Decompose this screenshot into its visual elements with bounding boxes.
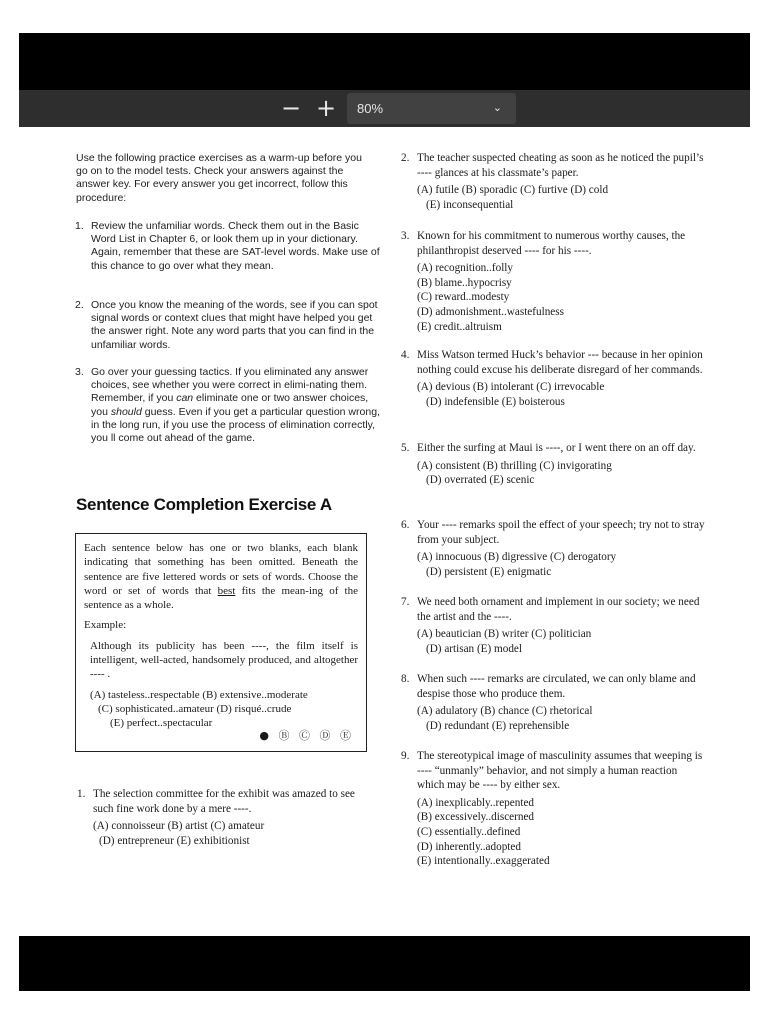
question-text: The teacher suspected cheating as soon as he noticed the pupil’s ---- glances at his classmate’s paper. — [417, 152, 704, 179]
answer-choices: (D) inherently..adopted — [417, 840, 521, 853]
answer-choices: (A) adulatory (B) chance (C) rhetorical — [417, 705, 593, 718]
answer-choices: (E) inconsequential — [426, 198, 514, 211]
question-3 — [401, 229, 707, 334]
answer-choices: (C) essentially..defined — [417, 825, 521, 838]
step-text: Go over your guessing tactics. If you eliminated any answer choices, see whether you were correct in elimi-nating them. Remember, if you — [91, 366, 369, 405]
procedure-step — [75, 220, 384, 273]
step-text: Review the unfamiliar words. Check them out in the Basic Word List in Chapter 6, or look them up in your dictionary. Again, remember that these are SAT-level words. Make use of this chance to go over what they mean. — [91, 220, 380, 272]
answer-choices: (A) recognition..folly — [417, 262, 514, 275]
procedure-step — [75, 366, 384, 445]
example-choices: (C) sophisticated..amateur (D) risqué..crude — [98, 702, 292, 715]
viewer-bottom-bar — [19, 936, 750, 991]
question-6 — [401, 518, 707, 579]
example-choices: (A) tasteless..respectable (B) extensive..moderate — [90, 688, 308, 701]
zoom-value: 80% — [357, 101, 384, 116]
zoom-out-button[interactable]: − — [280, 94, 302, 122]
question-8 — [401, 672, 707, 733]
directions-text: Each sentence below has one or two blanks, each blank indicating that something has been omitted. Beneath the sentence are five lettered words or sets of words. Choose the word or set of words that best fits the mean-ing of the sentence as a whole. — [84, 542, 358, 612]
question-text: We need both ornament and implement in our society; we need the artist and the ----. — [417, 596, 700, 623]
question-4 — [401, 348, 707, 409]
example-choices: (E) perfect..spectacular — [110, 717, 213, 730]
step-emphasis: should — [110, 405, 142, 418]
intro-paragraph: Use the following practice exercises as a warm-up before you go on to the model tests. Check your answers against the answer key. For every answer you get incorrect, follow this procedure: — [76, 152, 362, 204]
step-emphasis: can — [176, 392, 194, 405]
question-text: When such ---- remarks are circulated, we can only blame and despise those who produce them. — [417, 673, 696, 700]
example-label: Example: — [84, 619, 127, 632]
answer-choices: (A) connoisseur (B) artist (C) amateur — [93, 820, 265, 833]
question-number: 6. — [401, 519, 410, 531]
question-1 — [77, 787, 375, 848]
answer-choices: (D) admonishment..wastefulness — [417, 305, 564, 318]
step-text: eliminate one or two answer choices, you — [91, 392, 369, 418]
section-heading: Sentence Completion Exercise A — [76, 495, 332, 514]
directions-box — [75, 533, 367, 752]
answer-choices: (D) artisan (E) model — [426, 642, 522, 655]
answer-choices: (D) indefensible (E) boisterous — [426, 395, 565, 408]
answer-choices: (A) beautician (B) writer (C) politician — [417, 628, 592, 641]
answer-choices: (A) inexplicably..repented — [417, 796, 535, 809]
question-number: 4. — [401, 349, 410, 361]
question-number: 5. — [401, 442, 410, 454]
zoom-select[interactable] — [347, 93, 516, 124]
question-text: Your ---- remarks spoil the effect of your speech; try not to stray from your subject. — [417, 519, 705, 546]
answer-bubbles: ● Ⓑ Ⓒ Ⓓ Ⓔ — [259, 729, 354, 742]
question-number: 9. — [401, 750, 410, 762]
question-text: Known for his commitment to numerous worthy causes, the philanthropist deserved ---- for his ----. — [417, 230, 686, 257]
answer-choices: (B) blame..hypocrisy — [417, 276, 512, 289]
viewer-toolbar — [19, 90, 750, 127]
viewer-top-bar — [19, 33, 750, 90]
step-number: 2. — [75, 299, 84, 311]
question-number: 1. — [77, 788, 86, 800]
question-text: The stereotypical image of masculinity assumes that weeping is ---- “unmanly” behavior, and not simply a human reaction which may be ---- by either sex. — [417, 750, 703, 792]
step-text: guess. Even if you get a particular question wrong, in the long run, if you use the process of elimination correctly, you ll come out ahead of the game. — [91, 405, 380, 445]
answer-choices: (E) credit..altruism — [417, 320, 502, 333]
question-text: The selection committee for the exhibit was amazed to see such fine work done by a mere ----. — [93, 788, 355, 815]
example-sentence: Although its publicity has been ----, the film itself is intelligent, well-acted, handsomely produced, and altogether ---- . — [90, 639, 358, 681]
question-7 — [401, 595, 707, 656]
answer-choices: (A) futile (B) sporadic (C) furtive (D) cold — [417, 184, 609, 197]
answer-choices: (D) redundant (E) reprehensible — [426, 719, 570, 732]
step-number: 3. — [75, 366, 84, 378]
step-text: Once you know the meaning of the words, see if you can spot signal words or context clues that might have helped you get the answer right. Note any word parts that you can find in the unfamiliar words. — [91, 299, 378, 351]
answer-choices: (A) innocuous (B) digressive (C) derogatory — [417, 551, 617, 564]
answer-choices: (A) consistent (B) thrilling (C) invigorating — [417, 459, 612, 472]
question-number: 2. — [401, 152, 410, 164]
answer-choices: (D) entrepreneur (E) exhibitionist — [99, 834, 250, 847]
question-9 — [401, 749, 707, 869]
answer-choices: (C) reward..modesty — [417, 291, 510, 304]
chevron-down-icon: ⌄ — [492, 102, 502, 114]
question-number: 7. — [401, 596, 410, 608]
question-text: Either the surfing at Maui is ----, or I went there on an off day. — [417, 442, 696, 454]
answer-choices: (B) excessively..discerned — [417, 811, 535, 824]
zoom-in-button[interactable]: + — [315, 94, 337, 122]
answer-choices: (A) devious (B) intolerant (C) irrevocable — [417, 381, 605, 394]
answer-choices: (E) intentionally..exaggerated — [417, 855, 550, 868]
question-number: 8. — [401, 673, 410, 685]
question-2 — [401, 151, 707, 212]
question-text: Miss Watson termed Huck’s behavior --- because in her opinion nothing could excuse his deliberate disregard of her commands. — [417, 349, 703, 376]
question-5 — [401, 441, 707, 488]
answer-choices: (D) overrated (E) scenic — [426, 474, 535, 487]
answer-choices: (D) persistent (E) enigmatic — [426, 565, 552, 578]
step-number: 1. — [75, 220, 84, 232]
question-number: 3. — [401, 230, 410, 242]
procedure-step — [75, 299, 384, 352]
